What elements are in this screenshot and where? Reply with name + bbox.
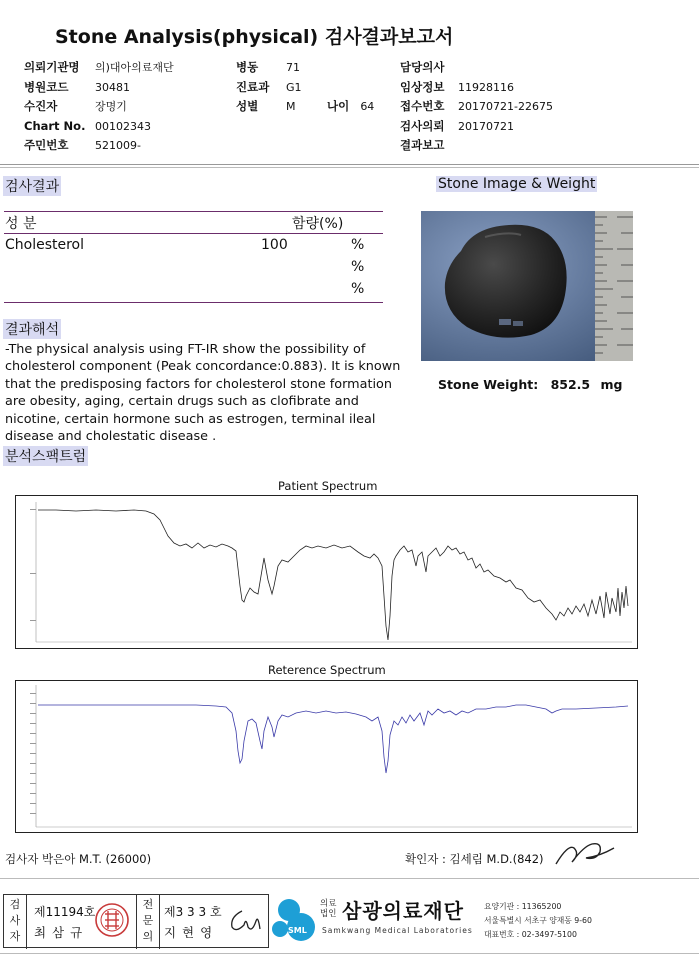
header-field — [236, 95, 302, 115]
header-field — [400, 95, 553, 115]
reference-spectrum-plot — [16, 681, 637, 832]
spectra-section-title: 분석스팩트럼 — [3, 446, 88, 466]
header-field — [400, 115, 553, 135]
header-field — [400, 76, 553, 96]
stone-weight-value: 852.5 — [550, 377, 591, 392]
age-label: 나이 — [327, 99, 350, 113]
specialist-box-label: 전 문 의 — [136, 895, 160, 949]
patient-spectrum-box — [15, 495, 638, 649]
header-field-value: G1 — [286, 80, 302, 94]
results-table — [4, 211, 383, 303]
header-field-label: 병원코드 — [24, 79, 69, 94]
header-age — [327, 95, 374, 114]
header-field — [24, 76, 174, 96]
header-field-label: 성별 — [236, 99, 259, 113]
examiner-license-box — [3, 894, 269, 948]
header-field-label: 접수번호 — [400, 99, 445, 113]
patient-spectrum-line — [38, 510, 628, 640]
header-field — [400, 134, 553, 154]
header-field — [400, 56, 553, 76]
header-field — [24, 134, 174, 154]
header-field — [24, 56, 174, 76]
header-right — [400, 56, 553, 154]
page-bottom-rule — [0, 953, 699, 954]
specialist-name: 지 현 영 — [164, 925, 214, 940]
results-section-title: 검사결과 — [3, 176, 61, 196]
examiner-name: 최 삼 규 — [34, 925, 84, 940]
stone-image — [421, 211, 633, 361]
header-field-label: 수진자 — [24, 99, 58, 113]
org-name: 삼광의료재단 — [342, 899, 464, 923]
result-unit: % — [351, 259, 365, 275]
org-prefix: 의료 법인 — [320, 899, 337, 919]
header-field-label: Chart No. — [24, 118, 86, 133]
reference-spectrum-line — [38, 705, 628, 773]
header-field-label: 담당의사 — [400, 60, 445, 74]
report-title: Stone Analysis(physical) 검사결과보고서 — [55, 26, 454, 48]
header-field-label: 진료과 — [236, 79, 270, 94]
col-amount-header: 함량(%) — [292, 216, 344, 232]
header-field-value: 00102343 — [95, 119, 151, 133]
interpretation-section-title: 결과해석 — [3, 319, 61, 339]
stone-weight — [438, 377, 622, 392]
header-field — [24, 95, 174, 115]
header-field-label: 임상정보 — [400, 79, 445, 94]
specialist-signature — [224, 903, 264, 939]
header-field-label: 검사의뢰 — [400, 118, 445, 133]
confirmer-handwritten-signature — [550, 836, 620, 870]
header-mid — [236, 56, 302, 115]
examiner-seal — [94, 902, 130, 938]
result-value: 100 — [261, 237, 288, 253]
examiner-box-label: 검 사 자 — [4, 895, 27, 949]
result-component: Cholesterol — [5, 237, 85, 253]
examiner-signature: 검사자 박은아 M.T. (26000) — [5, 852, 152, 866]
patient-spectrum-title: Patient Spectrum — [278, 479, 378, 493]
col-component-header: 성 분 — [5, 216, 37, 232]
examiner-license-number: 제11194호 — [34, 905, 96, 919]
results-header-rule — [4, 233, 383, 234]
header-field — [236, 56, 302, 76]
header-field-label: 병동 — [236, 60, 259, 74]
header-field-value: 11928116 — [458, 80, 514, 94]
header-field-value: 의)대아의료재단 — [95, 61, 174, 74]
header-field-value: 장명기 — [95, 100, 127, 113]
header-field — [24, 115, 174, 135]
org-contact: 요양기관 : 11365200 서울특별시 서초구 양재동 9-60 대표번호 : 02-3497-5100 — [484, 902, 592, 939]
interpretation-text: -The physical analysis using FT-IR show the possibility of cholesterol component (Peak concordance:0.883). It is known that the predisposing factors for cholesterol stone formation are obesity, aging, certain drugs such as clofibrate and nicotine, certain hormone such as estrogen, terminal ileal disease and cholestatic disease . — [5, 342, 401, 445]
header-field-value: 521009- — [95, 139, 141, 152]
header-field-value: 20170721 — [458, 119, 514, 133]
header-field-value: 71 — [286, 61, 300, 74]
stone-photo — [421, 211, 633, 361]
header-field-label: 결과보고 — [400, 138, 445, 152]
header-field-value: M — [286, 100, 296, 113]
result-unit: % — [351, 281, 365, 297]
sml-logo-icon — [270, 895, 322, 947]
header-field — [236, 76, 302, 96]
header-field-label: 의뢰기관명 — [24, 60, 80, 74]
org-name-en: Samkwang Medical Laboratories — [322, 926, 473, 935]
header-rule-bottom — [0, 167, 699, 168]
header-field-value: 30481 — [95, 80, 130, 94]
footer-rule — [0, 878, 699, 879]
result-unit: % — [351, 237, 365, 253]
age-value: 64 — [360, 100, 375, 113]
header-rule-top — [0, 164, 699, 165]
reference-spectrum-box — [15, 680, 638, 833]
header-left — [24, 56, 174, 154]
specialist-license-number: 제3 3 3 호 — [164, 905, 222, 919]
logo-abbrev: SML — [288, 926, 307, 935]
patient-spectrum-plot — [16, 496, 637, 648]
stone-weight-unit: mg — [600, 377, 623, 392]
stone-weight-label: Stone Weight: — [438, 377, 539, 392]
header-field-value: 20170721-22675 — [458, 100, 553, 113]
reference-spectrum-title: Reterence Spectrum — [268, 663, 386, 677]
confirmer-signature: 확인자 : 김세림 M.D.(842) — [405, 852, 544, 866]
stone-section-title: Stone Image & Weight — [438, 176, 596, 192]
header-field-label: 주민번호 — [24, 138, 69, 152]
